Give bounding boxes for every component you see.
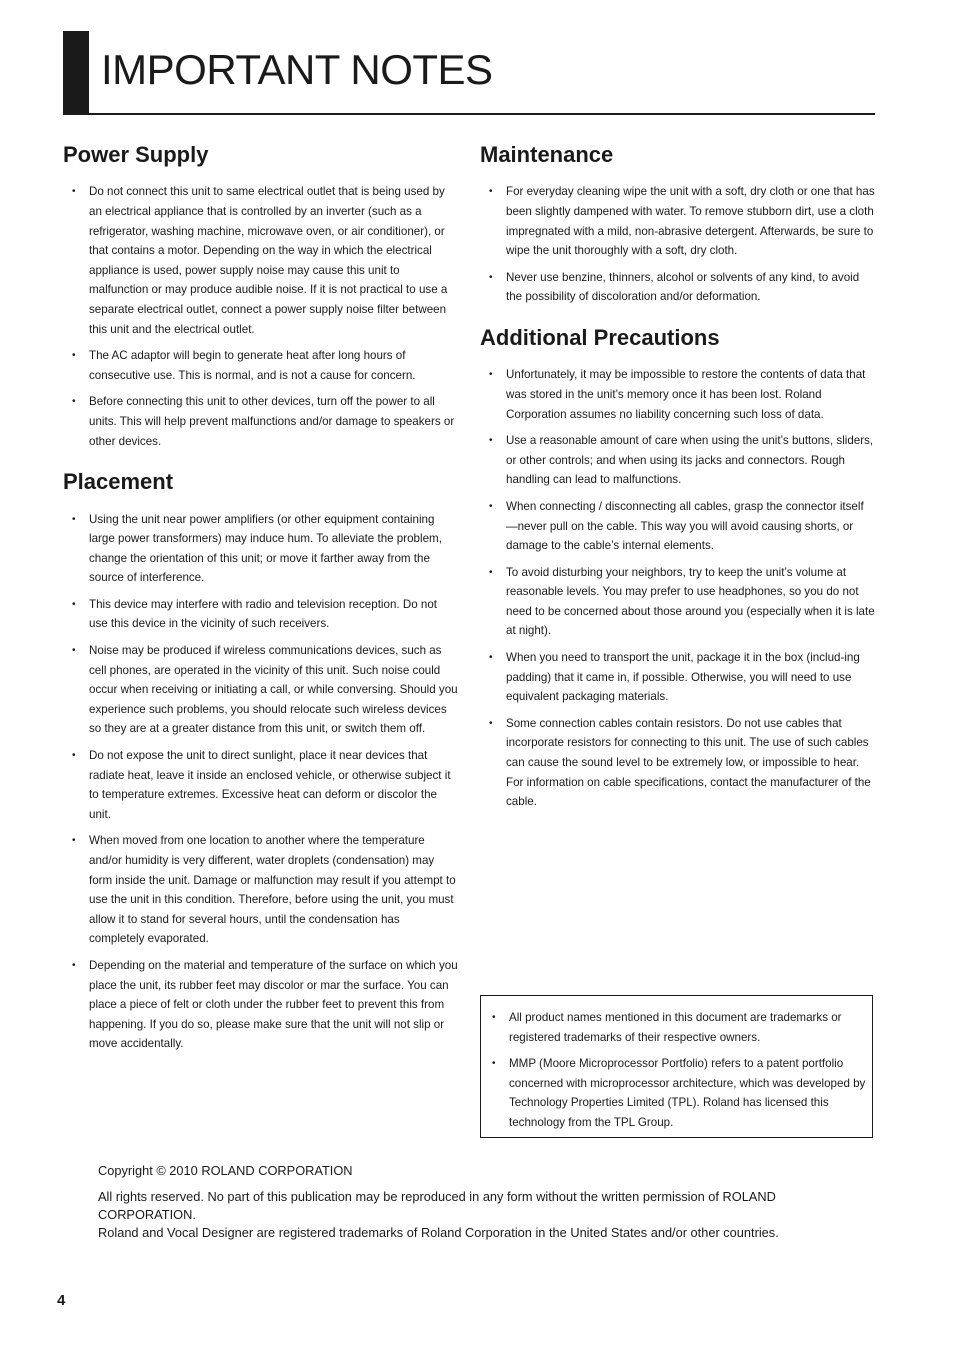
list-item: • Some connection cables contain resistors. Do not use cables that incorporate resistors for connecting to this unit. The use of such cables can cause the sound level to be extremely low, or impossible to hear. For information on cable specifications, contact the manufacturer of the cable. xyxy=(480,714,875,812)
copyright-block xyxy=(98,1162,858,1242)
list-item: • Using the unit near power amplifiers (or other equipment containing large power transformers) may induce hum. To alleviate the problem, change the orientation of this unit; or move it farther away from the source of interference. xyxy=(63,510,458,588)
left-column xyxy=(63,142,458,1072)
placement-list xyxy=(63,510,458,1054)
list-item: • Noise may be produced if wireless communications devices, such as cell phones, are operated in the vicinity of this unit. Such noise could occur when receiving or initiating a call, or while conversing. Should you experience such problems, you should relocate such wireless devices so they are at a greater distance from this unit, or switch them off. xyxy=(63,641,458,739)
copyright-line: Copyright © 2010 ROLAND CORPORATION xyxy=(98,1163,353,1178)
list-item: • MMP (Moore Microprocessor Portfolio) refers to a patent portfolio concerned with microprocessor architecture, which was developed by Technology Properties Limited (TPL). Roland has licensed this technology from the TPL Group. xyxy=(483,1054,866,1132)
title-bar xyxy=(63,31,875,115)
list-item: • When you need to transport the unit, package it in the box (includ-ing padding) that it came in, if possible. Otherwise, you will need to use equivalent packaging materials. xyxy=(480,648,875,707)
trademark-line: Roland and Vocal Designer are registered trademarks of Roland Corporation in the United States and/or other countries. xyxy=(98,1225,779,1240)
maintenance-heading: Maintenance xyxy=(480,142,614,167)
list-item: • Depending on the material and temperature of the surface on which you place the unit, its rubber feet may discolor or mar the surface. You can place a piece of felt or cloth under the rubber feet to prevent this from happening. If you do so, please make sure that the unit will not slip or move accidentally. xyxy=(63,956,458,1054)
list-item: • The AC adaptor will begin to generate heat after long hours of consecutive use. This is normal, and is not a cause for concern. xyxy=(63,346,458,385)
trademark-box xyxy=(480,995,873,1138)
rights-reserved-line: All rights reserved. No part of this publication may be reproduced in any form without the written permission of ROLAND CORPORATION. xyxy=(98,1189,776,1222)
page-number: 4 xyxy=(57,1292,66,1309)
list-item: • Do not connect this unit to same electrical outlet that is being used by an electrical appliance that is controlled by an inverter (such as a refrigerator, washing machine, microwave oven, or air conditioner), or that contains a motor. Depending on the way in which the electrical appliance is used, power supply noise may cause this unit to malfunction or may produce audible noise. If it is not practical to use a separate electrical outlet, connect a power supply noise filter between this unit and the electrical outlet. xyxy=(63,182,458,339)
list-item: • Never use benzine, thinners, alcohol or solvents of any kind, to avoid the possibility of discoloration and/or deformation. xyxy=(480,268,875,307)
list-item: • Unfortunately, it may be impossible to restore the contents of data that was stored in the unit’s memory once it has been lost. Roland Corporation assumes no liability concerning such loss of data. xyxy=(480,365,875,424)
placement-heading: Placement xyxy=(63,469,174,495)
right-column xyxy=(480,142,875,830)
trademark-list xyxy=(483,1008,866,1133)
list-item: • Use a reasonable amount of care when using the unit’s buttons, sliders, or other controls; and when using its jacks and connectors. Rough handling can lead to malfunctions. xyxy=(480,431,875,490)
list-item: • Do not expose the unit to direct sunlight, place it near devices that radiate heat, leave it inside an enclosed vehicle, or otherwise subject it to temperature extremes. Excessive heat can deform or discolor the unit. xyxy=(63,746,458,824)
list-item: • To avoid disturbing your neighbors, try to keep the unit’s volume at reasonable levels. You may prefer to use headphones, so you do not need to be concerned about those around you (especially when it is late at night). xyxy=(480,563,875,641)
additional-precautions-heading: Additional Precautions xyxy=(480,324,720,350)
power-supply-list xyxy=(63,182,458,451)
title-accent-block xyxy=(63,31,89,115)
list-item: • All product names mentioned in this document are trademarks or registered trademarks of their respective owners. xyxy=(483,1008,866,1047)
list-item: • For everyday cleaning wipe the unit with a soft, dry cloth or one that has been slightly dampened with water. To remove stubborn dirt, use a cloth impregnated with a mild, non-abrasive detergent. Afterwards, be sure to wipe the unit thoroughly with a soft, dry cloth. xyxy=(480,182,875,260)
power-supply-heading: Power Supply xyxy=(63,142,209,167)
page-title: IMPORTANT NOTES xyxy=(101,46,493,93)
list-item: • This device may interfere with radio and television reception. Do not use this device in the vicinity of such receivers. xyxy=(63,595,458,634)
list-item: • Before connecting this unit to other devices, turn off the power to all units. This will help prevent malfunctions and/or damage to speakers or other devices. xyxy=(63,392,458,451)
maintenance-list xyxy=(480,182,875,307)
list-item: • When moved from one location to another where the temperature and/or humidity is very different, water droplets (condensation) may form inside the unit. Damage or malfunction may result if you attempt to use the unit in this condition. Therefore, before using the unit, you must allow it to stand for several hours, until the condensation has completely evaporated. xyxy=(63,831,458,949)
list-item: • When connecting / disconnecting all cables, grasp the connector itself—never pull on the cable. This way you will avoid causing shorts, or damage to the cable’s internal elements. xyxy=(480,497,875,556)
additional-precautions-list xyxy=(480,365,875,811)
